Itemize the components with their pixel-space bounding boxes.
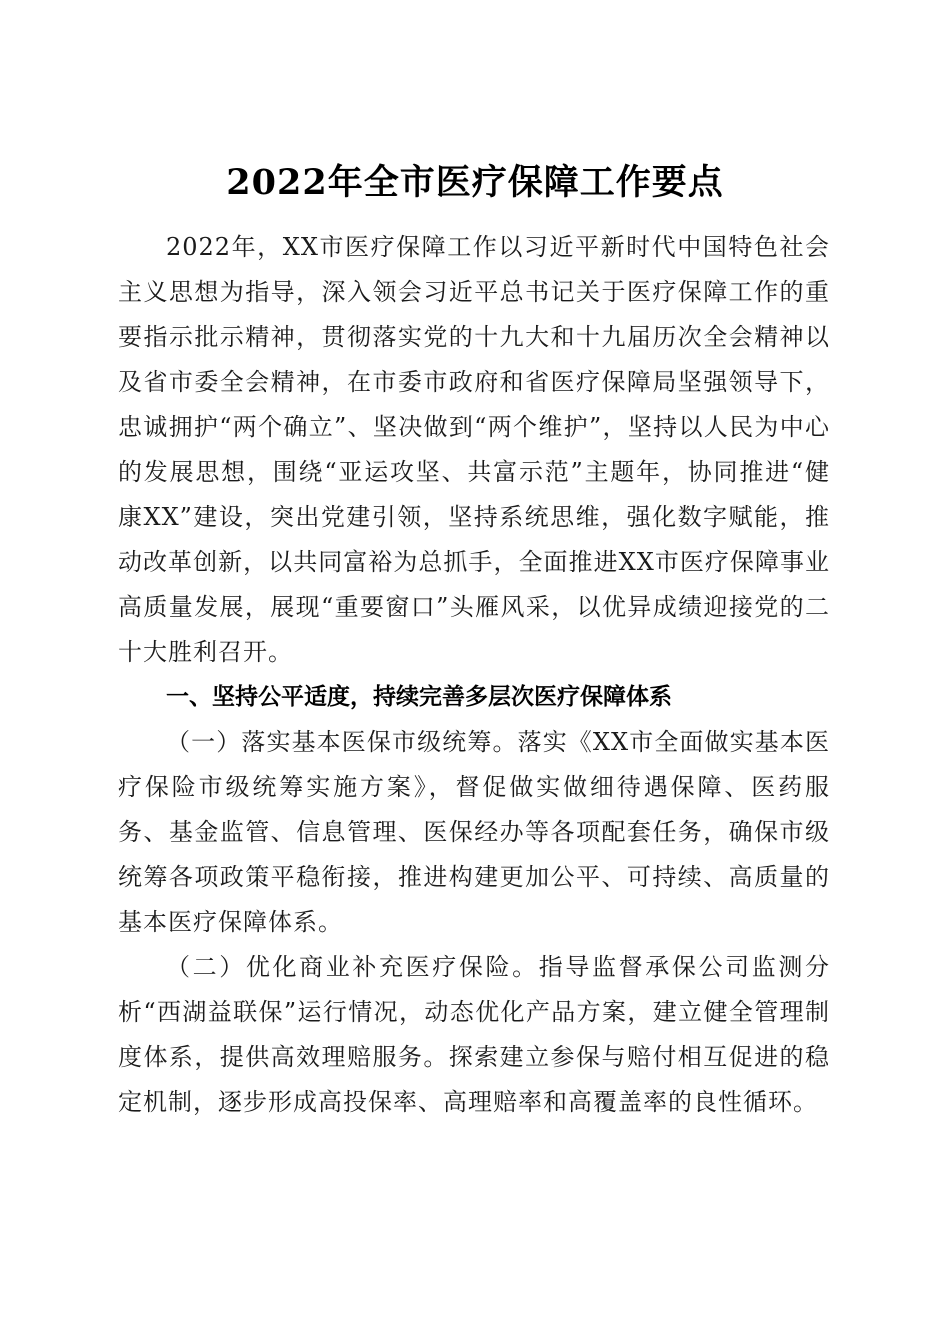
intro-paragraph: 2022年，XX市医疗保障工作以习近平新时代中国特色社会主义思想为指导，深入领会习近平总书记关于医疗保障工作的重要指示批示精神，贯彻落实党的十九大和十九届历次全会精神以及省市委全会精神，在市委市政府和省医疗保障局坚强领导下，忠诚拥护“两个确立”、坚决做到“两个维护”，坚持以人民为中心的发展思想，围绕“亚运攻坚、共富示范”主题年，协同推进“健康XX”建设，突出党建引领，坚持系统思维，强化数字赋能，推动改革创新，以共同富裕为总抓手，全面推进XX市医疗保障事业高质量发展，展现“重要窗口”头雁风采，以优异成绩迎接党的二十大胜利召开。	[118, 233, 830, 666]
item-paragraph-1: （一）落实基本医保市级统筹。落实《XX市全面做实基本医疗保险市级统筹实施方案》，督促做实做细待遇保障、医药服务、基金监管、信息管理、医保经办等各项配套任务，确保市级统筹各项政策平稳衔接，推进构建更加公平、可持续、高质量的基本医疗保障体系。	[118, 728, 830, 936]
section-heading-1: 一、坚持公平适度，持续完善多层次医疗保障体系	[166, 684, 672, 710]
item-paragraph-2: （二）优化商业补充医疗保险。指导监督承保公司监测分析“西湖益联保”运行情况，动态优化产品方案，建立健全管理制度体系，提供高效理赔服务。探索建立参保与赔付相互促进的稳定机制，逐步形成高投保率、高理赔率和高覆盖率的良性循环。	[118, 953, 830, 1116]
document-title: 2022年全市医疗保障工作要点	[226, 162, 724, 204]
